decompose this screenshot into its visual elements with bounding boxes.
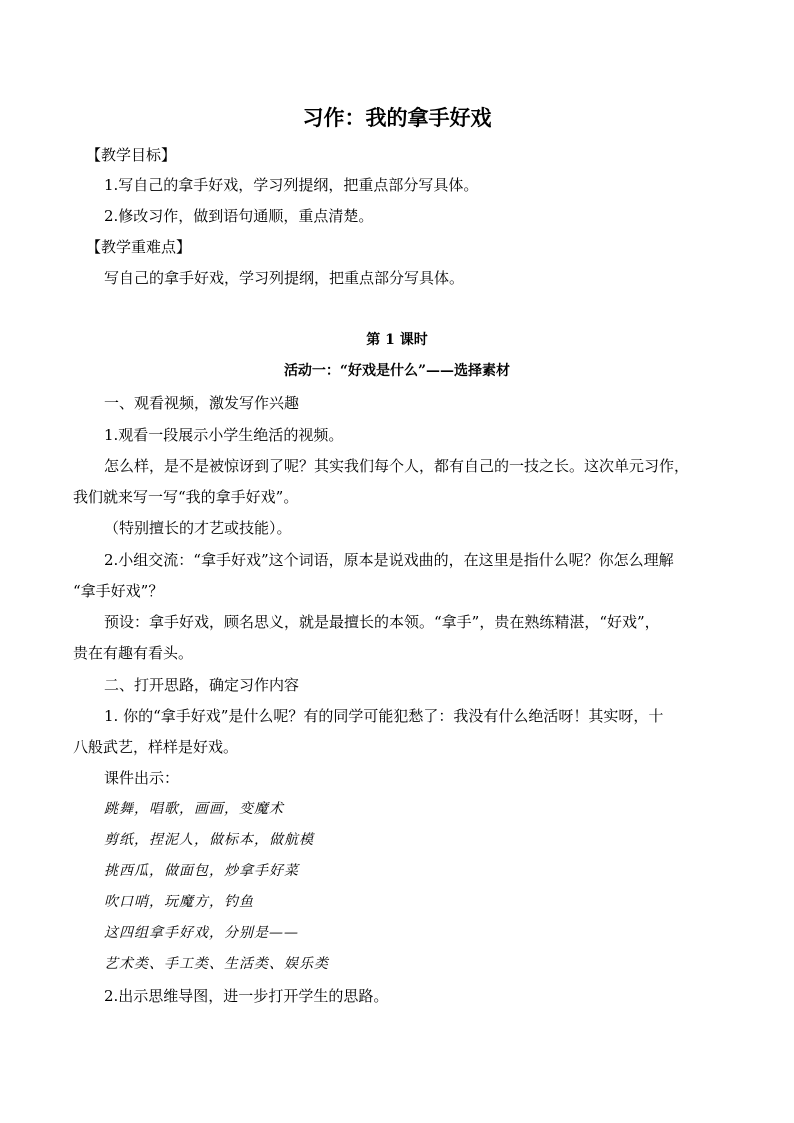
objective-item-1: 1.写自己的拿手好戏，学习列提纲，把重点部分写具体。 [104, 176, 479, 194]
section2-step1-line1: 1. 你的“拿手好戏”是什么呢？有的同学可能犯愁了：我没有什么绝活呀！其实呀，十 [104, 707, 664, 725]
courseware-label: 课件出示： [104, 769, 180, 787]
preset-line2: 贵在有趣有看头。 [73, 644, 194, 662]
section1-heading: 一、观看视频，激发写作兴趣 [104, 394, 300, 412]
courseware-item: 挑西瓜，做面包，炒拿手好菜 [104, 863, 299, 879]
preset-line1: 预设：拿手好戏，顾名思义，就是最擅长的本领。“拿手”，贵在熟练精湛，“好戏”， [104, 613, 660, 631]
paragraph1-line1: 怎么样，是不是被惊讶到了呢？其实我们每个人，都有自己的一技之长。这次单元习作， [104, 457, 690, 475]
courseware-item: 跳舞，唱歌，画画，变魔术 [104, 801, 284, 817]
courseware-item: 剪纸，捏泥人，做标本，做航模 [104, 832, 314, 848]
section2-step1-line2: 八般武艺，样样是好戏。 [73, 738, 239, 756]
courseware-item: 这四组拿手好戏，分别是—— [104, 925, 299, 941]
section2-heading: 二、打开思路，确定习作内容 [104, 676, 300, 694]
section1-step2-line2: “拿手好戏”？ [73, 582, 164, 600]
activity-heading: 活动一：“好戏是什么”——选择素材 [283, 363, 511, 379]
key-points-text: 写自己的拿手好戏，学习列提纲，把重点部分写具体。 [104, 269, 465, 287]
page-title: 习作：我的拿手好戏 [302, 106, 492, 130]
section1-step1: 1.观看一段展示小学生绝活的视频。 [104, 426, 344, 444]
section2-step2: 2.出示思维导图，进一步打开学生的思路。 [104, 987, 389, 1005]
courseware-item: 艺术类、手工类、生活类、娱乐类 [104, 956, 329, 972]
note-text: （特别擅长的才艺或技能）。 [104, 519, 292, 537]
courseware-item: 吹口哨，玩魔方，钓鱼 [104, 894, 254, 910]
section1-step2-line1: 2.小组交流：“拿手好戏”这个词语，原本是说戏曲的，在这里是指什么呢？你怎么理解 [104, 551, 674, 569]
lesson-period-heading: 第 1 课时 [366, 332, 428, 348]
objectives-heading: 【教学目标】 [86, 146, 177, 164]
paragraph1-line2: 我们就来写一写“我的拿手好戏”。 [73, 488, 299, 506]
key-points-heading: 【教学重难点】 [86, 238, 192, 256]
objective-item-2: 2.修改习作，做到语句通顺，重点清楚。 [104, 207, 374, 225]
